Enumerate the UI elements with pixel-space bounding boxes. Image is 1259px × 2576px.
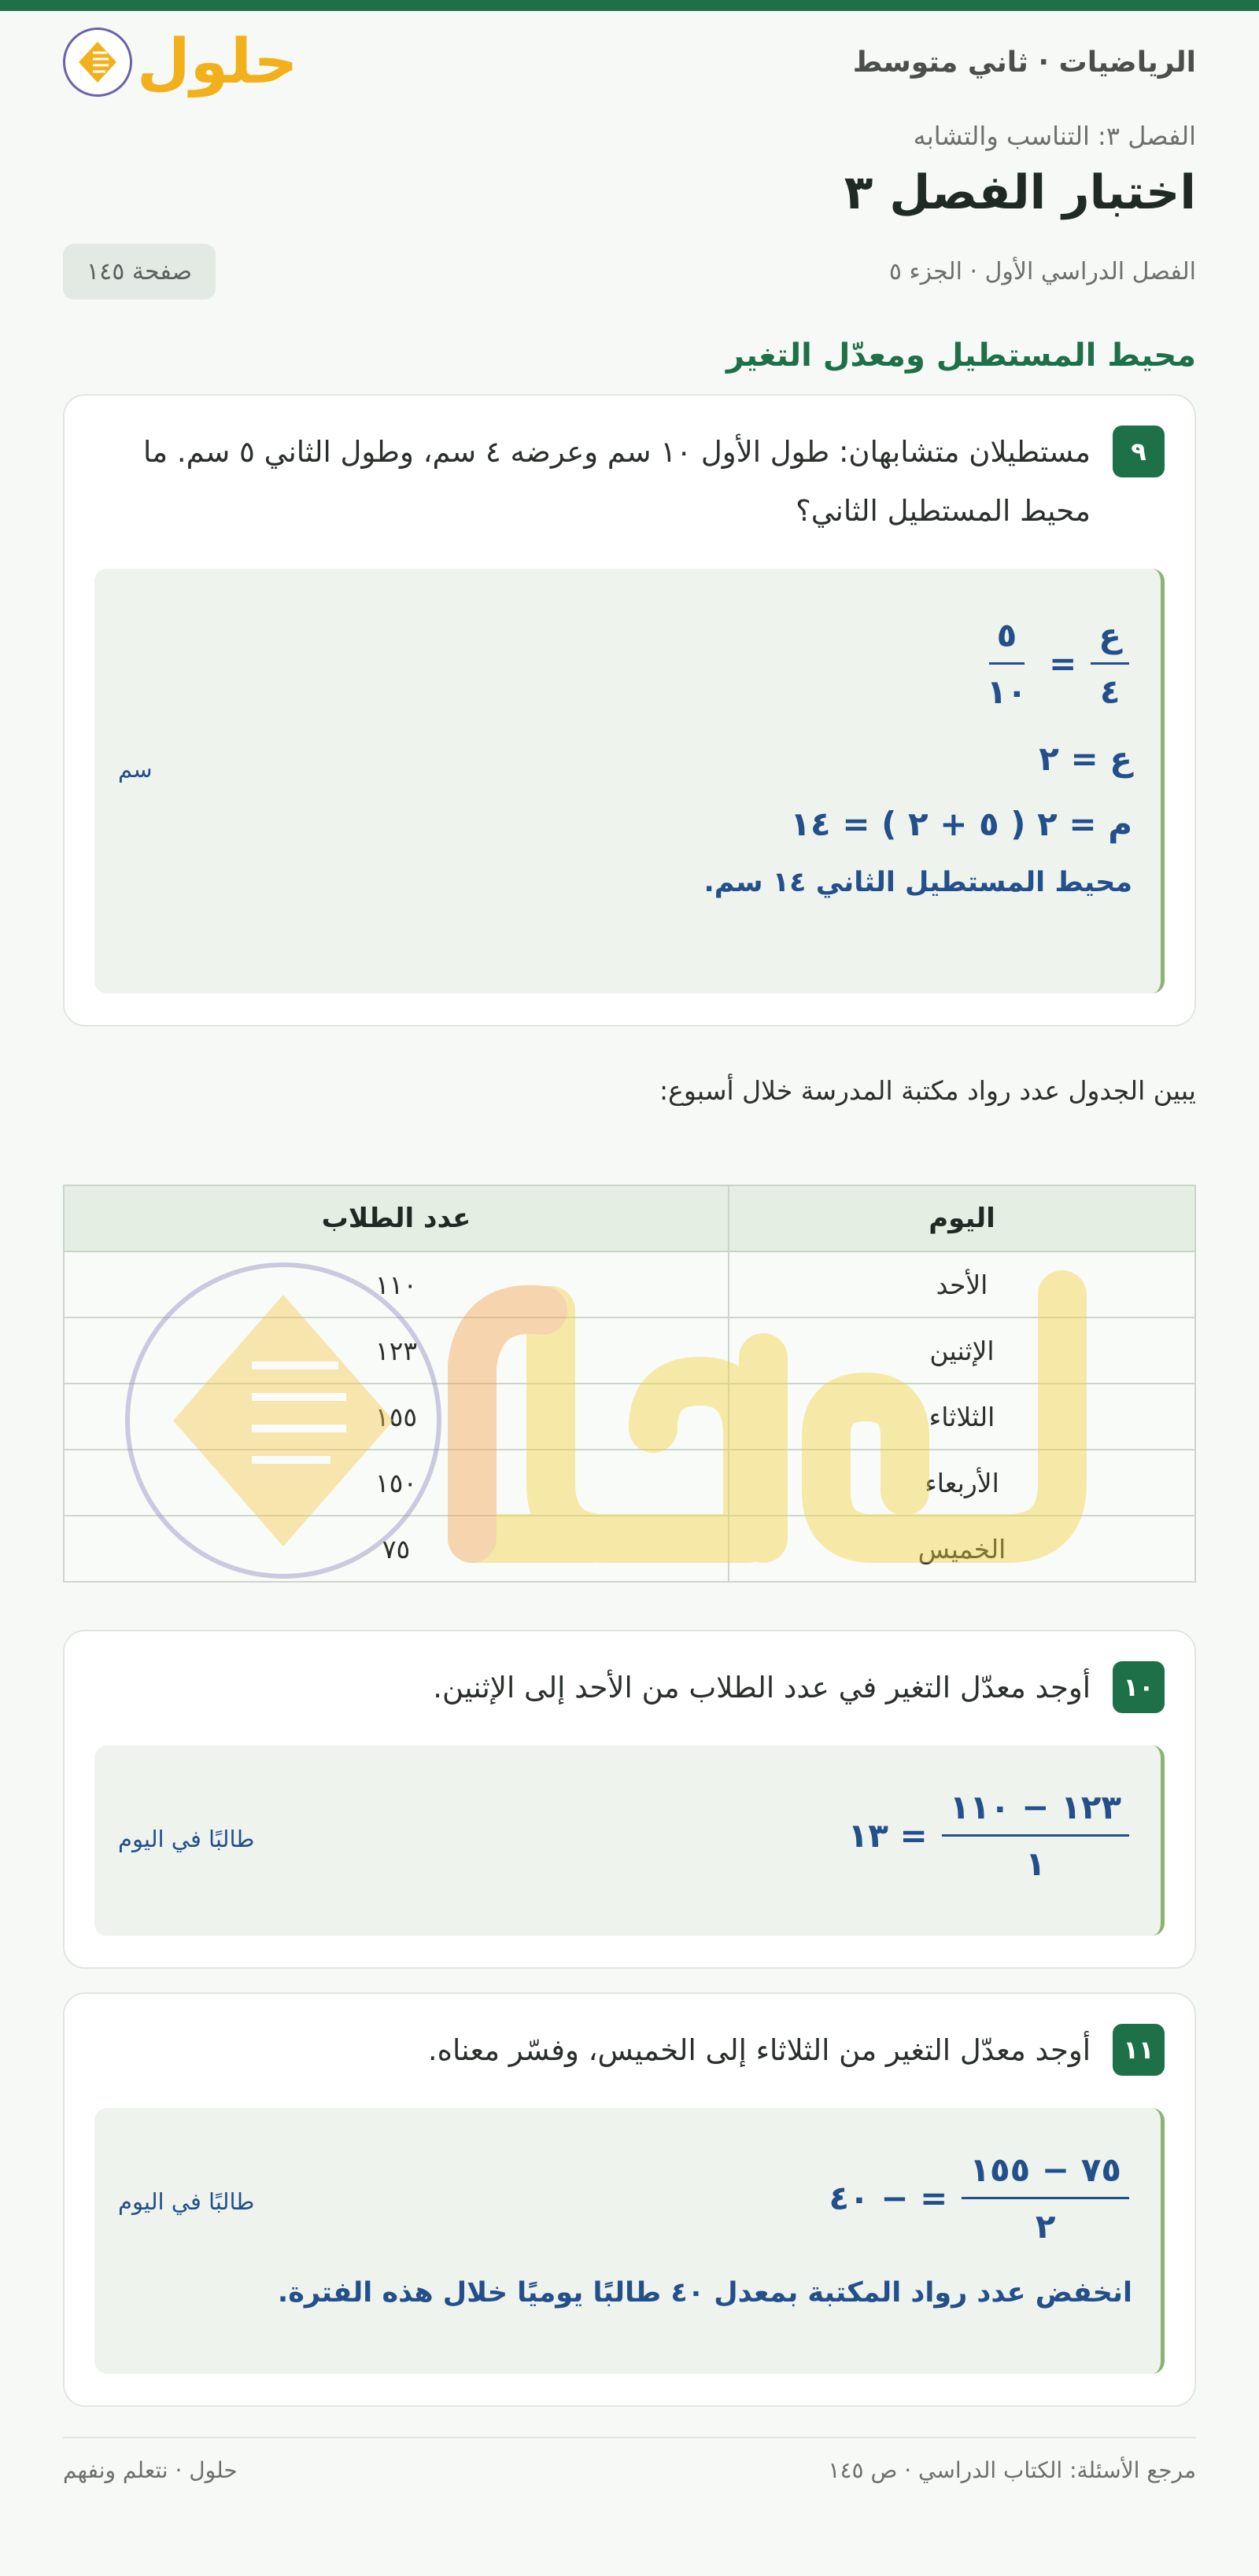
- cell-day: الإثنين: [729, 1317, 1195, 1384]
- rate-fraction: [942, 1788, 1129, 1883]
- rate-equation: [118, 2150, 1132, 2246]
- width-unit: سم: [118, 756, 153, 783]
- fraction-left: [1091, 616, 1129, 711]
- solution-conclusion: محيط المستطيل الثاني ١٤ سم.: [703, 867, 1132, 898]
- question-text: أوجد معدّل التغير في عدد الطلاب من الأحد إلى الإثنين.: [433, 1671, 1091, 1704]
- cell-count: ٧٥: [64, 1516, 729, 1582]
- solution-box: [94, 2108, 1165, 2374]
- table-row: [64, 1384, 1195, 1450]
- fraction-numerator: ٥: [989, 616, 1025, 665]
- section-title: محيط المستطيل ومعدّل التغير: [726, 337, 1196, 374]
- cell-day: الأحد: [729, 1251, 1195, 1317]
- page-title: اختبار الفصل ٣: [844, 165, 1196, 220]
- question-header: [94, 1661, 1165, 1717]
- meta-row: [63, 244, 1196, 300]
- page-content: [0, 11, 1259, 2483]
- table-row: [64, 1317, 1195, 1384]
- top-accent-bar: [0, 0, 1259, 11]
- chapter-label: الفصل ٣: التناسب والتشابه: [913, 121, 1196, 151]
- table-header-row: [64, 1185, 1195, 1251]
- cell-day: الثلاثاء: [729, 1384, 1195, 1450]
- solution-conclusion: انخفض عدد رواد المكتبة بمعدل ٤٠ طالبًا يوميًا خلال هذه الفترة.: [277, 2277, 1132, 2309]
- fraction-denominator: ٢: [1035, 2207, 1056, 2246]
- question-text: أوجد معدّل التغير من الثلاثاء إلى الخميس، وفسّر معناه.: [427, 2033, 1091, 2067]
- rate-unit: طالبًا في اليوم: [118, 2188, 255, 2215]
- fraction-numerator: ١٢٣ − ١١٠: [942, 1788, 1129, 1837]
- page-number-badge: صفحة ١٤٥: [63, 244, 216, 300]
- visitors-table: [63, 1185, 1196, 1583]
- question-card-9: [63, 394, 1196, 1026]
- term-label: الفصل الدراسي الأول · الجزء ٥: [888, 258, 1196, 286]
- cell-count: ١١٠: [64, 1251, 729, 1317]
- fraction-right: [979, 616, 1035, 711]
- fraction-denominator: ١: [1025, 1844, 1046, 1883]
- rate-equation: [118, 1788, 1132, 1883]
- footer-brand: حلول · نتعلم ونفهم: [63, 2457, 238, 2483]
- solution-box: [94, 569, 1165, 993]
- proportion-equation: [118, 616, 1132, 711]
- rate-result: = − ٤٠: [829, 2179, 948, 2217]
- question-number-badge: ٩: [1113, 426, 1165, 477]
- cell-count: ١٢٣: [64, 1317, 729, 1384]
- width-equation: ع = ٢: [1039, 739, 1132, 778]
- brand-logo[interactable]: [63, 28, 298, 97]
- cell-day: الأربعاء: [729, 1450, 1195, 1516]
- question-card-10: [63, 1630, 1196, 1969]
- column-header-students: عدد الطلاب: [64, 1185, 729, 1251]
- fraction-denominator: ٤: [1099, 673, 1121, 711]
- cell-count: ١٥٥: [64, 1384, 729, 1450]
- cell-count: ١٥٠: [64, 1450, 729, 1516]
- cell-day: الخميس: [729, 1516, 1195, 1582]
- fraction-denominator: ١٠: [986, 673, 1028, 711]
- page-footer: [63, 2437, 1196, 2483]
- question-text: مستطيلان متشابهان: طول الأول ١٠ سم وعرضه ٤ سم، وطول الثاني ٥ سم. ما محيط المستطيل الثاني؟: [142, 435, 1091, 528]
- fraction-numerator: ع: [1091, 616, 1129, 665]
- footer-reference: مرجع الأسئلة: الكتاب الدراسي · ص ١٤٥: [828, 2457, 1196, 2483]
- question-number-badge: ١١: [1113, 2024, 1165, 2076]
- table-row: [64, 1516, 1195, 1582]
- table-intro: يبين الجدول عدد رواد مكتبة المدرسة خلال أسبوع:: [659, 1075, 1196, 1106]
- rate-unit: طالبًا في اليوم: [118, 1826, 255, 1852]
- logo-wordmark: حلول: [137, 27, 298, 98]
- page-header: [63, 11, 1196, 113]
- book-icon: [63, 28, 132, 97]
- table-row: [64, 1251, 1195, 1317]
- question-header: [94, 2024, 1165, 2080]
- question-header: [94, 426, 1165, 540]
- solution-box: [94, 1745, 1165, 1936]
- column-header-day: اليوم: [729, 1185, 1195, 1251]
- subject-label: الرياضيات · ثاني متوسط: [852, 46, 1196, 79]
- perimeter-equation: [118, 805, 1132, 843]
- question-number-badge: ١٠: [1113, 1661, 1165, 1713]
- visitors-table-wrap: [63, 1185, 1196, 1583]
- fraction-numerator: ٧٥ − ١٥٥: [962, 2150, 1129, 2199]
- width-result: [118, 739, 1132, 778]
- question-card-11: [63, 1992, 1196, 2407]
- rate-result: = ١٣: [847, 1816, 928, 1855]
- perimeter-expression: م = ٢ ( ٥ + ٢ ) = ١٤: [790, 805, 1132, 843]
- rate-fraction: [962, 2150, 1129, 2246]
- table-row: [64, 1450, 1195, 1516]
- equals-sign: =: [1049, 644, 1077, 683]
